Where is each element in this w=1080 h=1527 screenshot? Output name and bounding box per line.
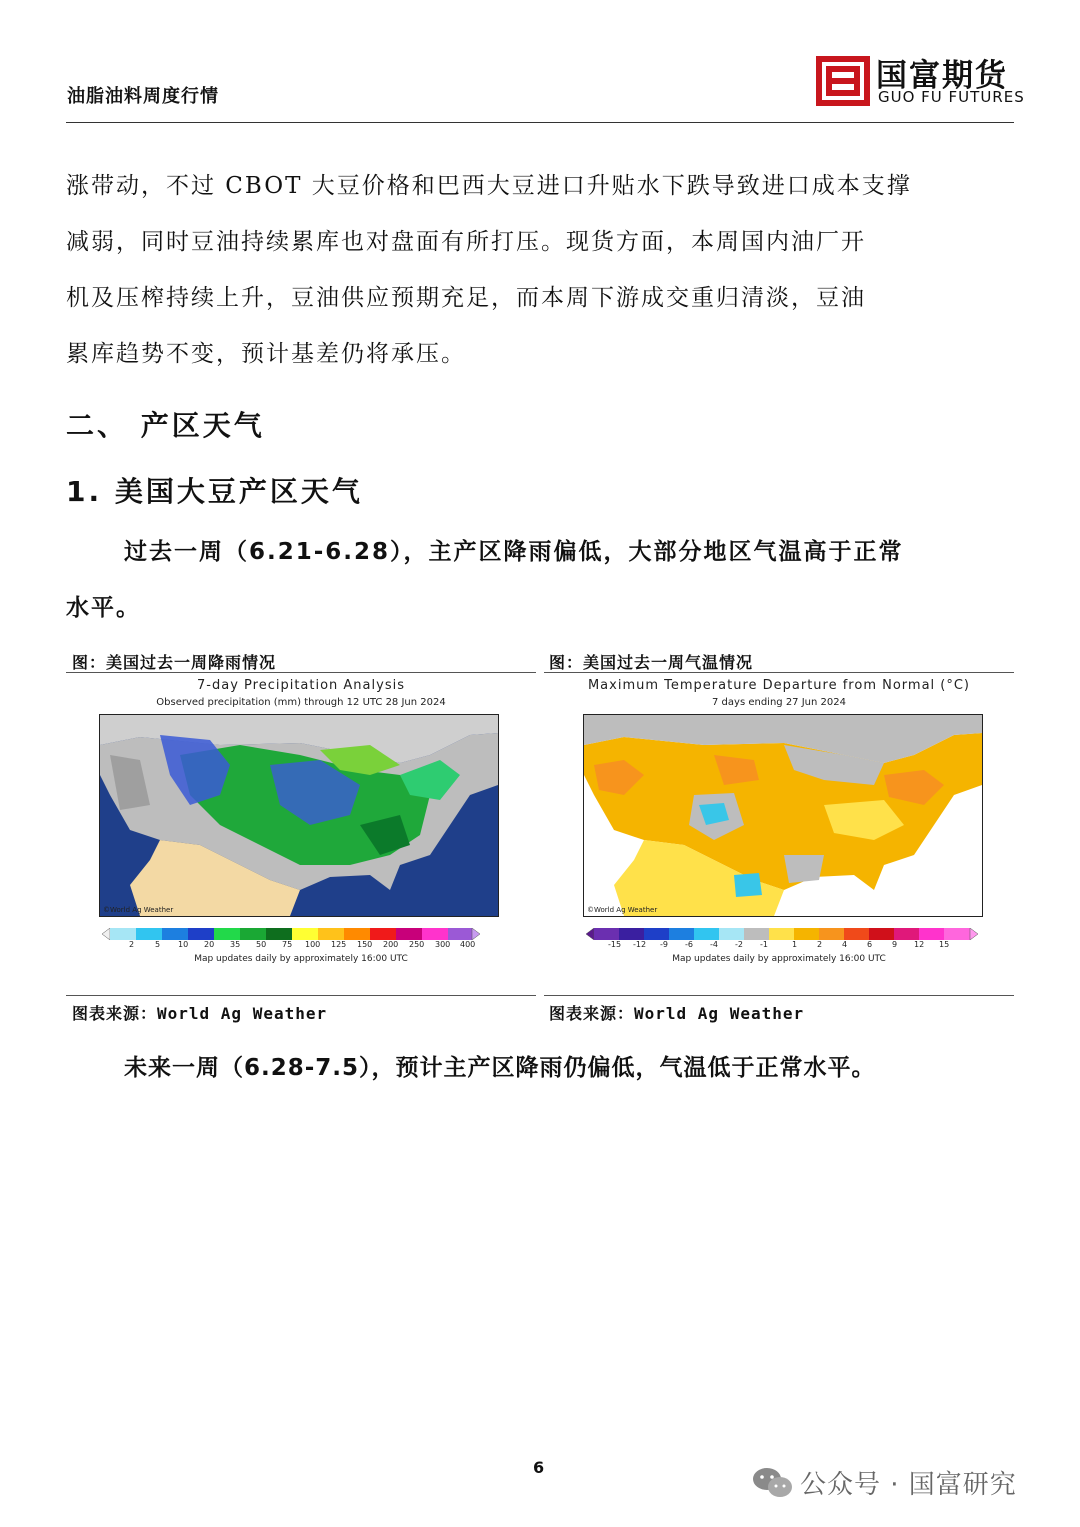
paragraph-line: 过去一周（6.21-6.28），主产区降雨偏低，大部分地区气温高于正常 bbox=[124, 539, 904, 565]
logo-english-name: GUO FU FUTURES bbox=[878, 88, 1025, 106]
map-credit: ©World Ag Weather bbox=[103, 906, 174, 914]
page-number: 6 bbox=[533, 1458, 545, 1477]
figure-source-precip: 图表来源：World Ag Weather bbox=[72, 1004, 328, 1023]
scale-tick: 10 bbox=[178, 940, 189, 949]
precip-color-scale bbox=[102, 928, 480, 940]
paragraph-soy-oil bbox=[66, 158, 1014, 382]
scale-tick: 15 bbox=[939, 940, 950, 949]
scale-tick: 125 bbox=[331, 940, 347, 949]
precip-map bbox=[99, 714, 499, 917]
scale-tick: -12 bbox=[633, 940, 647, 949]
scale-tick: 5 bbox=[155, 940, 161, 949]
scale-tick: 35 bbox=[230, 940, 241, 949]
scale-tick: 2 bbox=[817, 940, 823, 949]
scale-tick: 9 bbox=[892, 940, 898, 949]
paragraph-line: 机及压榨持续上升，豆油供应预期充足，而本周下游成交重归清淡，豆油 bbox=[66, 285, 866, 311]
paragraph-line: 减弱，同时豆油持续累库也对盘面有所打压。现货方面，本周国内油厂开 bbox=[66, 229, 866, 255]
precip-map-subtitle: Observed precipitation (mm) through 12 UTC 28 Jun 2024 bbox=[156, 697, 446, 708]
scale-tick: 20 bbox=[204, 940, 215, 949]
temp-map-title: Maximum Temperature Departure from Normal (°C) bbox=[587, 678, 971, 693]
scale-tick: -15 bbox=[608, 940, 622, 949]
paragraph-line: 涨带动，不过 CBOT 大豆价格和巴西大豆进口升贴水下跌导致进口成本支撑 bbox=[66, 173, 912, 199]
figure-caption-precip: 图：美国过去一周降雨情况 bbox=[72, 653, 277, 672]
temp-color-scale bbox=[586, 928, 978, 940]
logo-chinese-name: 国富期货 bbox=[876, 58, 1008, 94]
scale-tick: 4 bbox=[842, 940, 848, 949]
figure-caption-temp: 图：美国过去一周气温情况 bbox=[549, 653, 754, 672]
paragraph-next-week: 未来一周（6.28-7.5），预计主产区降雨仍偏低，气温低于正常水平。 bbox=[124, 1055, 876, 1081]
scale-tick: -1 bbox=[760, 940, 768, 949]
scale-tick: 75 bbox=[282, 940, 293, 949]
figure-bottom-rule bbox=[66, 995, 536, 996]
paragraph-past-week-cont bbox=[66, 580, 1014, 636]
precip-update-note: Map updates daily by approximately 16:00 UTC bbox=[194, 954, 408, 964]
scale-tick: -9 bbox=[660, 940, 668, 949]
wechat-icon bbox=[752, 1466, 794, 1500]
scale-tick: 250 bbox=[409, 940, 425, 949]
paragraph-line: 水平。 bbox=[66, 595, 141, 621]
map-credit: ©World Ag Weather bbox=[587, 906, 658, 914]
temp-map bbox=[583, 714, 983, 917]
document-header-title: 油脂油料周度行情 bbox=[67, 86, 219, 107]
temp-map-graphic bbox=[584, 715, 982, 916]
temp-map-subtitle: 7 days ending 27 Jun 2024 bbox=[712, 697, 846, 708]
figure-bottom-rule bbox=[544, 995, 1014, 996]
precip-map-graphic bbox=[100, 715, 498, 916]
scale-tick: 300 bbox=[435, 940, 451, 949]
scale-tick: 400 bbox=[460, 940, 476, 949]
company-logo-icon bbox=[816, 56, 870, 106]
precip-map-title: 7-day Precipitation Analysis bbox=[197, 678, 405, 693]
scale-tick: 2 bbox=[129, 940, 135, 949]
figure-top-rule bbox=[544, 672, 1014, 673]
scale-tick: -2 bbox=[735, 940, 743, 949]
wechat-account-label: 公众号 · 国富研究 bbox=[800, 1470, 1017, 1500]
scale-tick: 200 bbox=[383, 940, 399, 949]
section-heading: 二、 产区天气 bbox=[66, 409, 265, 442]
paragraph-line: 累库趋势不变，预计基差仍将承压。 bbox=[66, 341, 466, 367]
header-divider bbox=[66, 122, 1014, 123]
scale-tick: 12 bbox=[914, 940, 925, 949]
temp-scale-labels bbox=[586, 940, 978, 952]
scale-tick: 150 bbox=[357, 940, 373, 949]
scale-tick: 1 bbox=[792, 940, 798, 949]
scale-tick: 50 bbox=[256, 940, 267, 949]
scale-tick: -4 bbox=[710, 940, 718, 949]
scale-tick: -6 bbox=[685, 940, 693, 949]
subsection-heading: 1. 美国大豆产区天气 bbox=[66, 475, 363, 508]
figure-top-rule bbox=[66, 672, 536, 673]
scale-tick: 100 bbox=[305, 940, 321, 949]
precip-scale-labels bbox=[102, 940, 480, 952]
paragraph-past-week bbox=[66, 524, 1014, 580]
scale-tick: 6 bbox=[867, 940, 873, 949]
figure-source-temp: 图表来源：World Ag Weather bbox=[549, 1004, 805, 1023]
temp-update-note: Map updates daily by approximately 16:00 UTC bbox=[672, 954, 886, 964]
